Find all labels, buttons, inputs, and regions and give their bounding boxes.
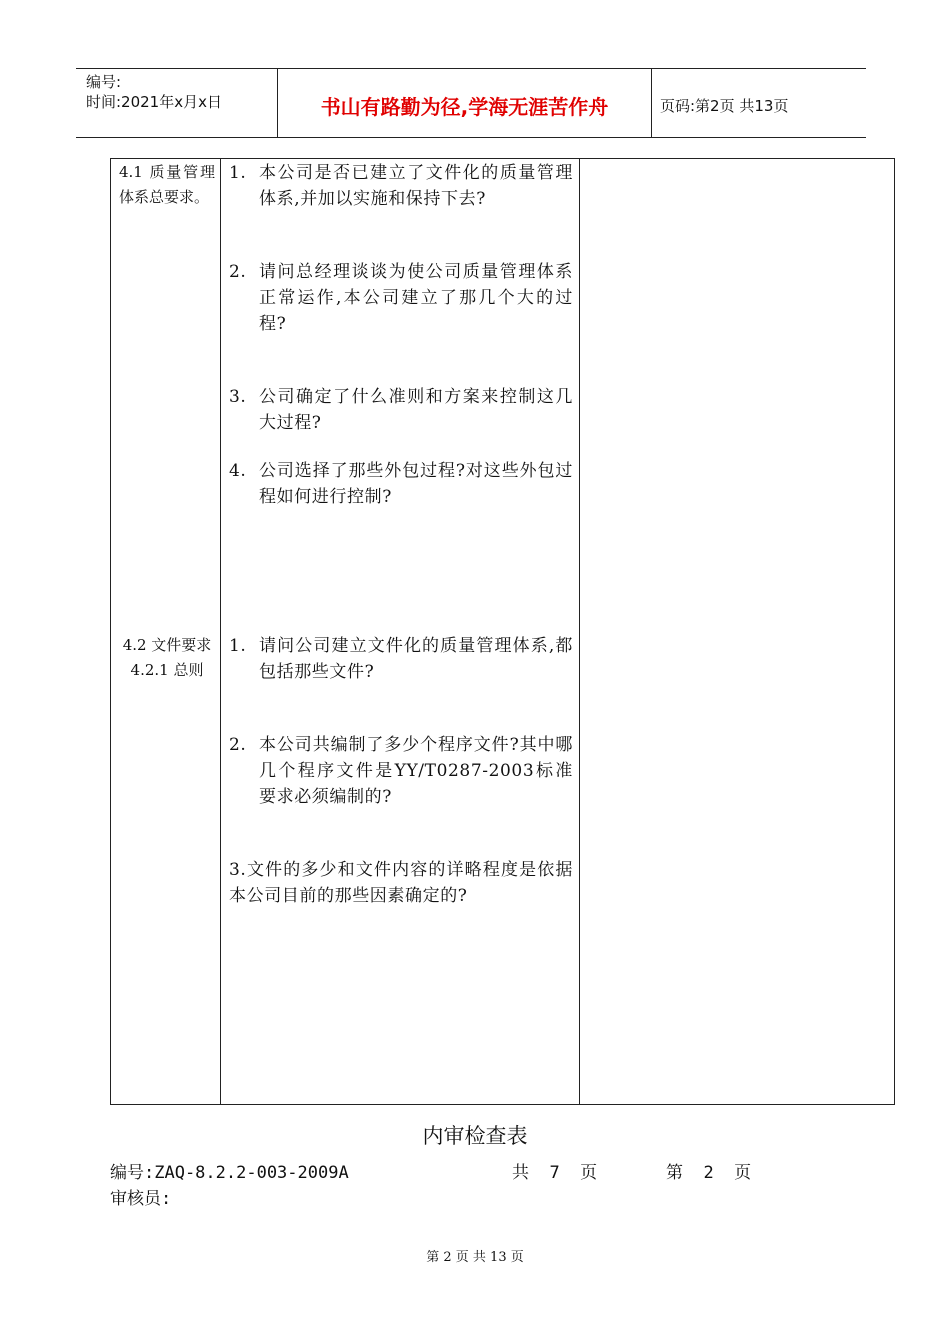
question-number: 3.	[229, 387, 247, 407]
question-item	[229, 857, 573, 909]
reviewer-label: 审核员:	[110, 1189, 172, 1209]
question-text: 公司确定了什么准则和方案来控制这几大过程?	[259, 387, 573, 433]
header-left-cell	[76, 69, 278, 137]
header-motto: 书山有路勤为径,学海无涯苦作舟	[278, 69, 652, 137]
question-item	[229, 259, 573, 337]
clause-4-2: 4.2 文件要求	[122, 636, 212, 654]
question-item	[229, 384, 573, 436]
question-number: 2.	[229, 735, 247, 755]
current-page: 第 2 页	[666, 1163, 752, 1183]
form-title: 内审检查表	[422, 1124, 528, 1148]
column-divider	[579, 159, 580, 1104]
question-text: 请问总经理谈谈为使公司质量管理体系正常运作,本公司建立了那几个大的过程?	[259, 262, 573, 334]
column-divider	[220, 159, 221, 1104]
form-number: 编号:ZAQ-8.2.2-003-2009A	[110, 1163, 349, 1183]
question-text: 请问公司建立文件化的质量管理体系,都包括那些文件?	[259, 636, 573, 682]
clause-4-2-1: 4.2.1 总则	[130, 661, 204, 679]
checklist-table	[110, 158, 895, 1105]
question-number: 1.	[229, 163, 247, 183]
question-text: 本公司共编制了多少个程序文件?其中哪几个程序文件是YY/T0287-2003标准要求必须编制的?	[259, 735, 573, 807]
question-number: 4.	[229, 461, 247, 481]
question-text: 本公司是否已建立了文件化的质量管理体系,并加以实施和保持下去?	[259, 163, 573, 209]
question-text: 公司选择了那些外包过程?对这些外包过程如何进行控制?	[259, 461, 573, 507]
header-date: 时间:2021年x月x日	[86, 93, 222, 111]
question-item	[229, 633, 573, 685]
question-number: 1.	[229, 636, 247, 656]
question-number: 2.	[229, 262, 247, 282]
question-item	[229, 458, 573, 510]
page-header	[76, 68, 866, 138]
clause-4-1: 4.1 质量管理体系总要求。	[119, 163, 215, 206]
question-item	[229, 732, 573, 810]
header-page-info: 页码:第2页 共13页	[660, 96, 789, 115]
header-number-label: 编号:	[86, 73, 122, 91]
question-item	[229, 160, 573, 212]
page-footer: 第 2 页 共 13 页	[426, 1250, 524, 1265]
question-text: 3.文件的多少和文件内容的详略程度是依据本公司目前的那些因素确定的?	[229, 860, 573, 906]
total-pages: 共 7 页	[512, 1163, 598, 1183]
